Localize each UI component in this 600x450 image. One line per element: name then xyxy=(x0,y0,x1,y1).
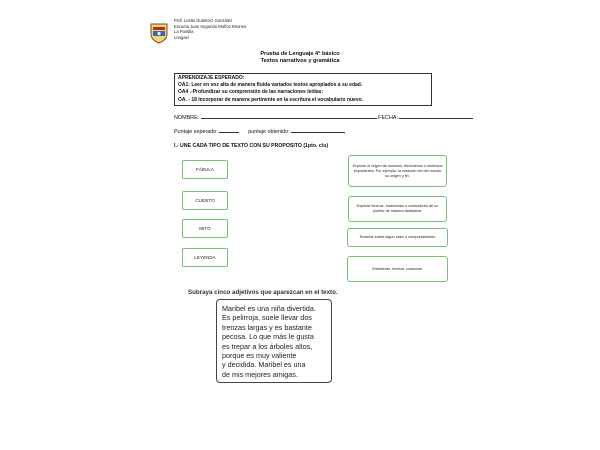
purpose-values[interactable]: Enseñar sobre algún valor o comportamiento xyxy=(347,228,448,247)
expected-score-label: Puntaje esperado: xyxy=(174,129,218,135)
school-logo-icon xyxy=(148,22,170,44)
purpose-origin[interactable]: Explicar el origen de sucesos, fenómenos o símbolos importantes. Por ejemplo: la creación del del mundo su origen y fin. xyxy=(348,155,447,187)
score-row xyxy=(174,127,345,135)
story-line: Es pelirroja, suele llevar dos xyxy=(222,313,312,323)
obtained-score-label: puntaje obtenido: xyxy=(248,129,290,135)
name-date-row xyxy=(174,113,473,121)
purpose-traditions[interactable]: Explicar hechos, tradiciones o costumbres de un pueblo de manera fantástica. xyxy=(348,196,447,222)
place-line-1: La Puntilla xyxy=(174,29,194,35)
title-line-1: Prueba de Lenguaje 4° básico xyxy=(260,51,340,57)
objective-oa1: OA1: Leer en voz alta de manera fluida variados textos apropiados a su edad. xyxy=(178,82,363,89)
title-line-2: Textos narrativos y gramática xyxy=(260,58,340,65)
obtained-score-field[interactable] xyxy=(291,127,345,133)
expected-score-field[interactable] xyxy=(219,127,239,133)
text-type-mito[interactable]: MITO xyxy=(182,219,228,238)
objective-oa18: OA. - 18 Incorporar de manera pertinente en la escritura el vocabulario nuevo. xyxy=(178,96,364,103)
story-line: porque es muy valiente xyxy=(222,351,297,361)
place-line-2: Longaví xyxy=(174,34,189,40)
objectives-heading: APRENDIZAJE ESPERADO: xyxy=(178,75,245,81)
school-name: Escuela Juan Segundo Muñoz Briones xyxy=(174,23,247,29)
teacher-name: Prof. Leslie Gutiérrez González xyxy=(174,18,233,23)
section2-instruction: Subraya cinco adjetivos que aparezcan en el texto. xyxy=(188,289,338,296)
test-title xyxy=(0,51,600,65)
name-field[interactable] xyxy=(201,113,377,119)
name-label: NOMBRE: xyxy=(174,115,200,121)
text-type-cuento[interactable]: CUENTO xyxy=(182,191,228,210)
story-text-box xyxy=(216,299,332,383)
text-type-leyenda[interactable]: LEYENDA xyxy=(182,248,228,267)
learning-objectives-box xyxy=(174,73,432,106)
objective-oa4: OA4 .-Profundizar su comprensión de las narraciones leídas: xyxy=(178,89,324,96)
date-field[interactable] xyxy=(399,113,473,119)
story-line: y decidida. Maribel es una xyxy=(222,360,306,370)
school-header xyxy=(174,18,246,40)
section1-heading: I.- UNE CADA TIPO DE TEXTO CON SU PROPOSITO (1pto. c/u) xyxy=(174,143,329,149)
date-label: FECHA: xyxy=(378,115,398,121)
story-line: pecosa. Lo que más le gusta xyxy=(222,332,314,342)
story-line: trenzas largas y es bastante xyxy=(222,322,312,332)
story-line: es trepar a los árboles altos, xyxy=(222,341,313,351)
story-line: de mis mejores amigas. xyxy=(222,369,298,379)
text-type-fabula[interactable]: FÁBULA xyxy=(182,160,228,179)
purpose-entertain[interactable]: Entretener, recrear, conmover xyxy=(347,256,448,282)
story-line: Maribel es una niña divertida. xyxy=(222,304,316,313)
